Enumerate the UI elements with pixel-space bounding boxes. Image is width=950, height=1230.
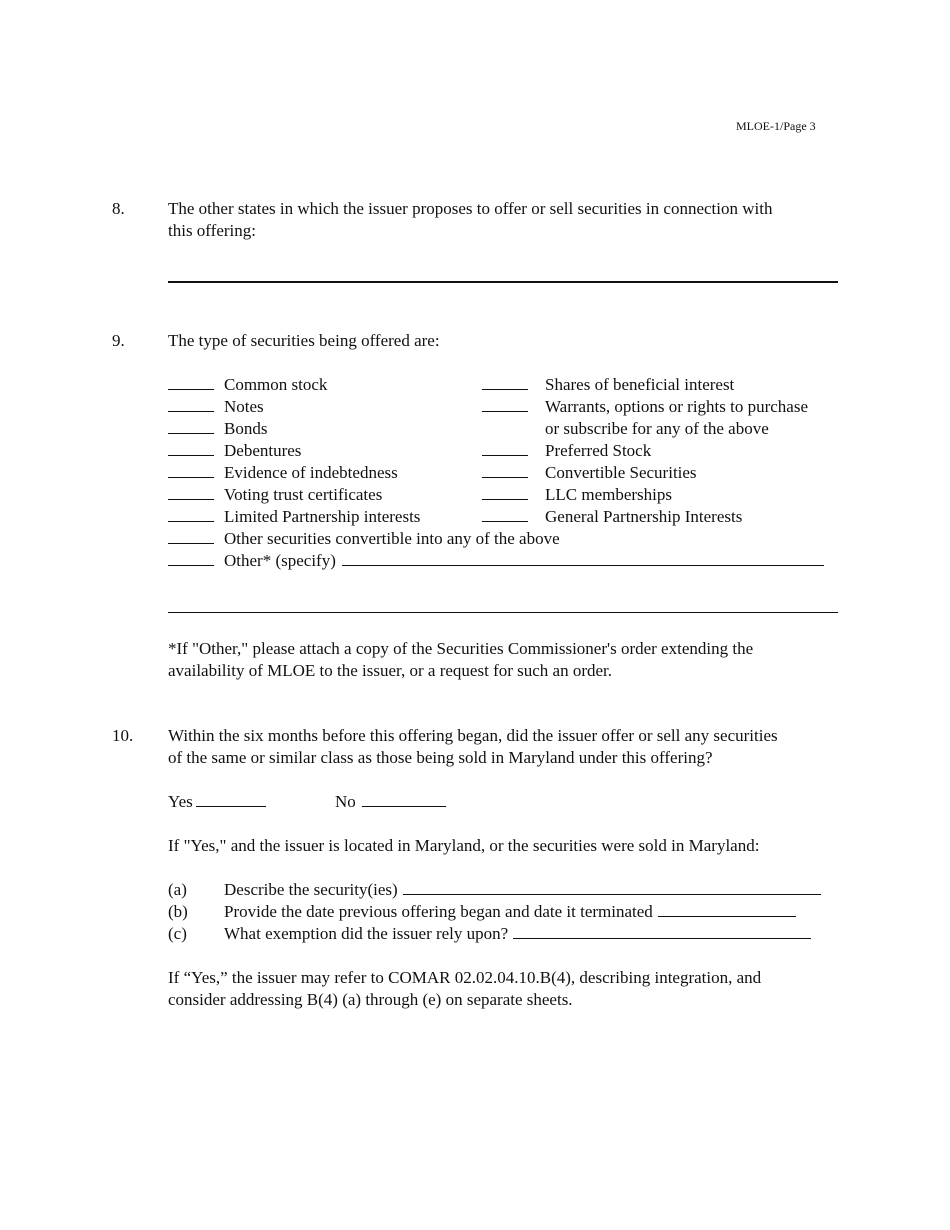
security-option: Evidence of indebtedness: [168, 462, 420, 484]
check-blank[interactable]: [482, 440, 528, 456]
no-answer-blank[interactable]: [362, 791, 446, 807]
security-option: General Partnership Interests: [482, 506, 808, 528]
states-answer-line[interactable]: [168, 281, 838, 283]
check-blank[interactable]: [168, 550, 214, 566]
question-10-number: 10.: [112, 726, 134, 745]
security-option: Warrants, options or rights to purchase: [482, 396, 808, 418]
check-blank[interactable]: [168, 396, 214, 412]
no-option: No: [335, 791, 446, 813]
security-option: Common stock: [168, 374, 420, 396]
check-blank[interactable]: [168, 440, 214, 456]
yes-option: Yes: [168, 791, 266, 813]
question-9-prompt: The type of securities being offered are:: [168, 331, 440, 350]
exemption-line[interactable]: [513, 923, 811, 939]
other-note-line1: *If "Other," please attach a copy of the Securities Commissioner's order extending the: [168, 639, 754, 658]
security-option: Notes: [168, 396, 420, 418]
security-option: Debentures: [168, 440, 420, 462]
check-blank[interactable]: [168, 506, 214, 522]
question-10-footer-line2: consider addressing B(4) (a) through (e) on separate sheets.: [168, 990, 573, 1009]
security-option: Shares of beneficial interest: [482, 374, 808, 396]
security-option-continuation: or subscribe for any of the above: [545, 419, 769, 438]
other-specify-continuation-line[interactable]: [168, 612, 838, 613]
security-option: Voting trust certificates: [168, 484, 420, 506]
check-blank[interactable]: [168, 374, 214, 390]
question-10-text-line2: of the same or similar class as those being sold in Maryland under this offering?: [168, 748, 713, 767]
question-10-footer-line1: If “Yes,” the issuer may refer to COMAR 02.02.04.10.B(4), describing integration, and: [168, 968, 762, 987]
check-blank[interactable]: [482, 484, 528, 500]
yes-answer-blank[interactable]: [196, 791, 266, 807]
security-description-line[interactable]: [403, 879, 821, 895]
check-blank[interactable]: [168, 484, 214, 500]
security-option: LLC memberships: [482, 484, 808, 506]
subitem-b: (b) Provide the date previous offering began and date it terminated: [168, 901, 796, 923]
security-option-other-convertible: Other securities convertible into any of the above: [168, 528, 560, 550]
page-number: MLOE-1/Page 3: [736, 119, 816, 133]
security-option: Preferred Stock: [482, 440, 808, 462]
subitem-a: (a) Describe the security(ies): [168, 879, 821, 901]
security-option: Limited Partnership interests: [168, 506, 420, 528]
question-8-number: 8.: [112, 199, 125, 218]
check-blank[interactable]: [482, 506, 528, 522]
check-blank[interactable]: [482, 462, 528, 478]
question-9-number: 9.: [112, 331, 125, 350]
check-blank[interactable]: [168, 528, 214, 544]
offering-dates-line[interactable]: [658, 901, 796, 917]
check-blank[interactable]: [168, 462, 214, 478]
security-option-other: Other* (specify): [168, 550, 824, 572]
security-type-left-list: [168, 374, 420, 528]
security-option: Convertible Securities: [482, 462, 808, 484]
check-blank[interactable]: [482, 374, 528, 390]
question-10-condition: If "Yes," and the issuer is located in Maryland, or the securities were sold in Maryland:: [168, 836, 760, 855]
question-10-text-line1: Within the six months before this offering began, did the issuer offer or sell any securities: [168, 726, 778, 745]
other-note-line2: availability of MLOE to the issuer, or a request for such an order.: [168, 661, 613, 680]
question-8-text-line2: this offering:: [168, 221, 256, 240]
security-type-right-list: [482, 374, 808, 528]
check-blank[interactable]: [482, 396, 528, 412]
question-8-text-line1: The other states in which the issuer proposes to offer or sell securities in connection with: [168, 199, 773, 218]
security-option: Bonds: [168, 418, 420, 440]
subitem-c: (c) What exemption did the issuer rely upon?: [168, 923, 811, 945]
check-blank[interactable]: [168, 418, 214, 434]
other-specify-line[interactable]: [342, 550, 824, 566]
